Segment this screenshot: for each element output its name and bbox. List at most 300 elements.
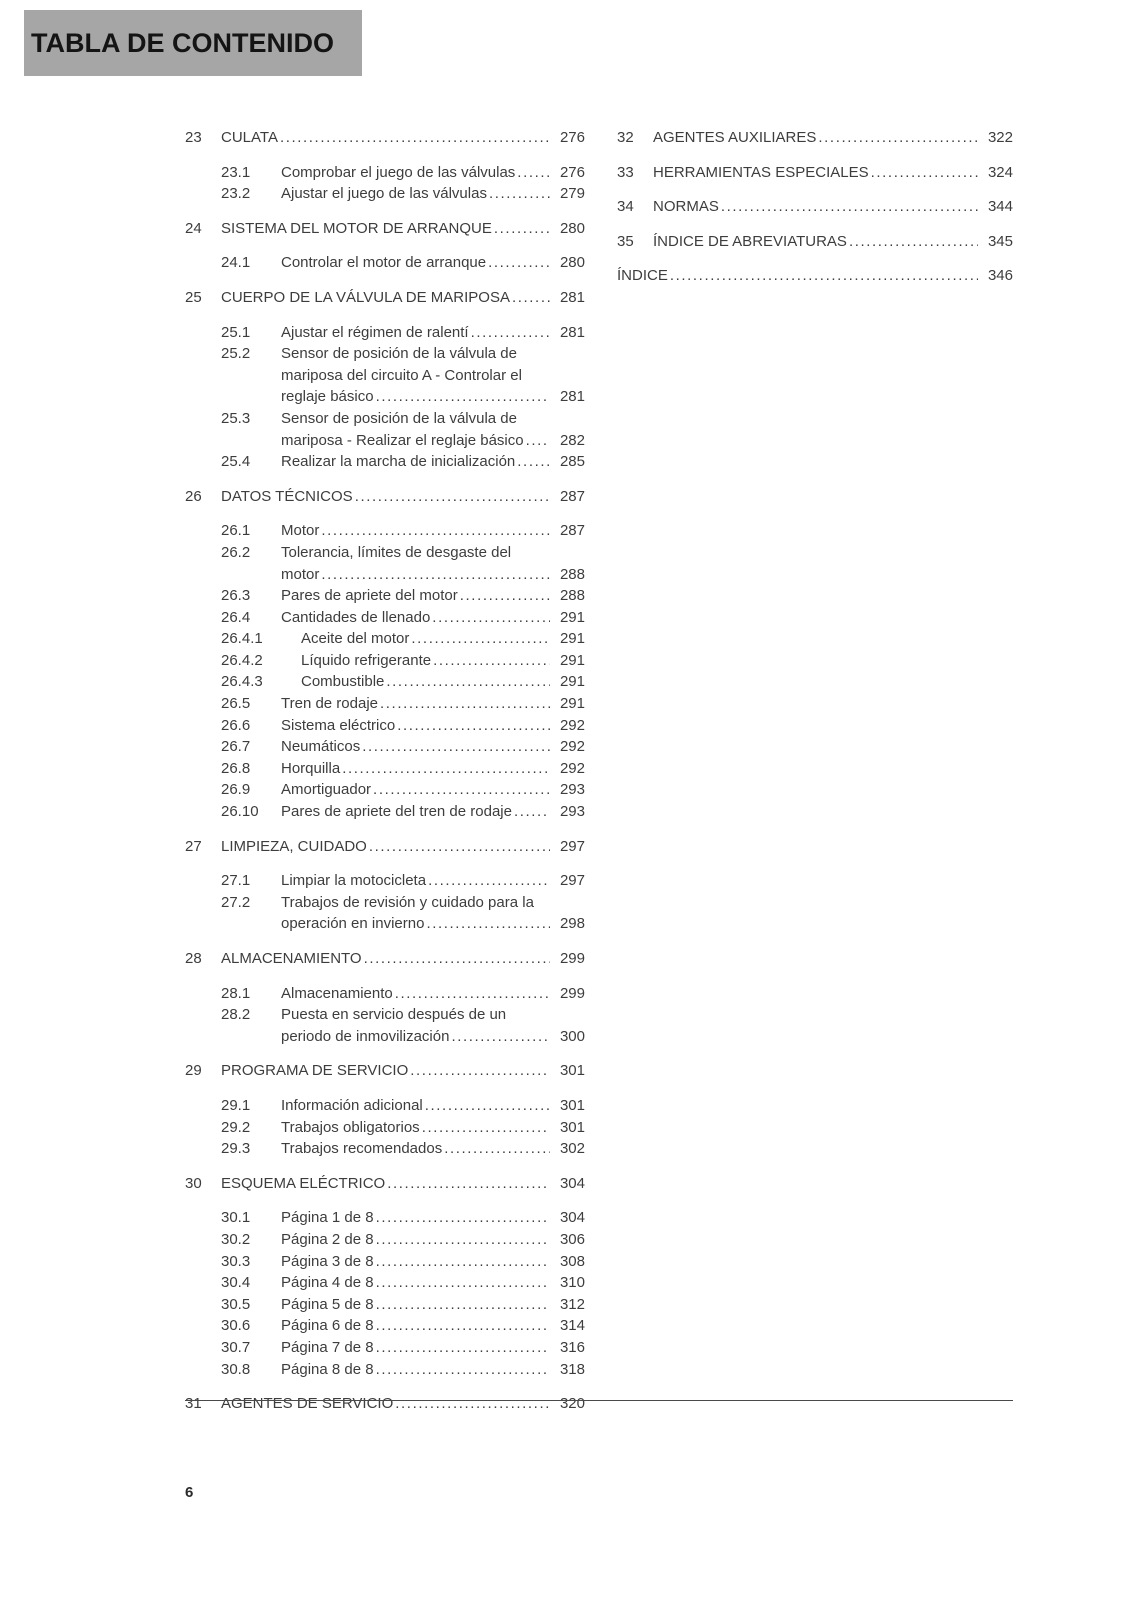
toc-dot-leader: [376, 1315, 550, 1337]
toc-entry-title: AGENTES DE SERVICIO: [221, 1395, 394, 1413]
toc-entry-last-line: [281, 386, 585, 408]
toc-entry-number: 28.1: [221, 984, 251, 1002]
toc-entry-number: 26.4.2: [221, 651, 263, 669]
toc-entry-body: [281, 408, 585, 451]
toc-dot-leader: [489, 183, 550, 205]
toc-entry-number: 25.4: [221, 453, 251, 471]
toc-entry-last-line: [221, 1173, 585, 1195]
toc-dot-leader: [397, 715, 550, 737]
toc-entry-title-line: Tolerancia, límites de desgaste del: [281, 543, 512, 561]
toc-entry-title: Sistema eléctrico: [281, 716, 396, 734]
toc-entry-last-line: [281, 1117, 585, 1139]
toc-entry-body: [281, 1359, 585, 1381]
toc-entry-body: [281, 892, 585, 935]
toc-entry-number: 27.1: [221, 872, 251, 890]
toc-entry-page: 291: [559, 608, 585, 626]
toc-chapter-entry: [185, 287, 585, 309]
toc-entry-title: Página 8 de 8: [281, 1360, 374, 1378]
toc-dot-leader: [517, 162, 550, 184]
toc-entry-last-line: [281, 1026, 585, 1048]
toc-entry-title-line: mariposa del circuito A - Controlar el: [281, 366, 522, 384]
page-number: 6: [185, 1484, 194, 1501]
toc-dot-leader: [422, 1117, 550, 1139]
toc-entry-last-line: [281, 1095, 585, 1117]
toc-dot-leader: [362, 736, 550, 758]
toc-entry-body: [221, 127, 585, 149]
toc-entry-page: 280: [559, 254, 585, 272]
toc-entry-number: 26.4: [221, 608, 251, 626]
toc-entry-body: [281, 542, 585, 585]
toc-sub-entry: [221, 1251, 585, 1273]
toc-entry-number: 26.2: [221, 543, 251, 561]
toc-entry-page: 292: [559, 738, 585, 756]
toc-dot-leader: [376, 1272, 550, 1294]
toc-entry-title: AGENTES AUXILIARES: [653, 129, 817, 146]
toc-entry-body: [221, 287, 585, 309]
toc-entry-page: 288: [559, 587, 585, 605]
toc-sub-entry: [221, 736, 585, 758]
toc-sub-entry: [221, 542, 585, 585]
toc-entry-body: [281, 183, 585, 205]
toc-entry-page: 291: [559, 695, 585, 713]
toc-entry-body: [221, 486, 585, 508]
toc-entry-title: motor: [281, 565, 320, 583]
toc-dot-leader: [512, 287, 550, 309]
toc-entry-page: 276: [559, 163, 585, 181]
toc-entry-last-line: [653, 127, 1013, 149]
toc-dot-leader: [460, 585, 550, 607]
toc-entry-title: Líquido refrigerante: [301, 651, 432, 669]
toc-entry-title: Ajustar el régimen de ralentí: [281, 323, 469, 341]
toc-entry-page: 281: [559, 288, 585, 306]
toc-sub-entry: [221, 1138, 585, 1160]
toc-entry-title-line: Sensor de posición de la válvula de: [281, 345, 517, 363]
toc-entry-body: [221, 1060, 585, 1082]
toc-sub-entry: [221, 1229, 585, 1251]
toc-entry-last-line: [221, 218, 585, 240]
toc-dot-leader: [280, 127, 550, 149]
toc-entry-body: [281, 520, 585, 542]
toc-entry-last-line: [281, 1272, 585, 1294]
toc-entry-title: SISTEMA DEL MOTOR DE ARRANQUE: [221, 219, 492, 237]
toc-entry-number: 26.4.1: [221, 630, 263, 648]
toc-dot-leader: [376, 1229, 550, 1251]
toc-entry-number: 29.3: [221, 1140, 251, 1158]
toc-entry-title: Pares de apriete del tren de rodaje: [281, 803, 512, 821]
toc-sub-entry: [221, 607, 585, 629]
toc-entry-body: [281, 1117, 585, 1139]
toc-entry-title: HERRAMIENTAS ESPECIALES: [653, 163, 869, 181]
toc-entry-title: operación en invierno: [281, 915, 425, 933]
toc-sub-entry: [221, 451, 585, 473]
toc-entry-page: 310: [559, 1274, 585, 1292]
toc-entry-number: 28: [185, 950, 202, 967]
toc-entry-title: Horquilla: [281, 759, 341, 777]
toc-entry-number: 26.4.3: [221, 673, 263, 691]
page-title: TABLA DE CONTENIDO: [31, 27, 334, 58]
toc-entry-title-line: Puesta en servicio después de un: [281, 1006, 507, 1024]
toc-entry-last-line: [281, 564, 585, 586]
toc-dot-leader: [387, 1173, 550, 1195]
toc-entry-number: 26.10: [221, 803, 259, 821]
toc-entry-number: 25.1: [221, 323, 251, 341]
toc-entry-title: Limpiar la motocicleta: [281, 872, 427, 890]
toc-dot-leader: [488, 252, 550, 274]
toc-entry-page: 324: [987, 163, 1013, 181]
toc-entry-last-line: [653, 162, 1013, 184]
toc-entry-number: 23.1: [221, 163, 251, 181]
toc-dot-leader: [428, 870, 550, 892]
toc-entry-title: DATOS TÉCNICOS: [221, 487, 353, 505]
toc-entry-number: 26.7: [221, 738, 251, 756]
toc-sub-entry: [221, 715, 585, 737]
toc-entry-last-line: [281, 162, 585, 184]
toc-dot-leader: [321, 520, 550, 542]
toc-entry-number: 31: [185, 1395, 202, 1413]
toc-entry-last-line: [301, 628, 585, 650]
toc-entry-page: 287: [559, 487, 585, 505]
toc-chapter-entry: [185, 127, 585, 149]
toc-entry-title: Página 5 de 8: [281, 1295, 374, 1313]
toc-entry-number: 30.5: [221, 1295, 251, 1313]
toc-sub-entry: [221, 322, 585, 344]
toc-dot-leader: [376, 1359, 550, 1381]
footer-divider: [185, 1400, 1013, 1401]
toc-entry-number: 34: [617, 198, 634, 216]
toc-entry-last-line: [301, 671, 585, 693]
toc-entry-last-line: [281, 1207, 585, 1229]
toc-entry-page: 285: [559, 453, 585, 471]
toc-sub-entry: [221, 1294, 585, 1316]
toc-entry-page: 304: [559, 1174, 585, 1192]
toc-entry-page: 300: [559, 1027, 585, 1045]
toc-entry-page: 297: [559, 837, 585, 855]
toc-entry-body: [281, 1337, 585, 1359]
toc-entry-page: 288: [559, 565, 585, 583]
toc-sub-entry: [221, 343, 585, 408]
toc-chapter-entry: [185, 218, 585, 240]
toc-entry-body: [221, 1393, 585, 1415]
toc-entry-body: [281, 1095, 585, 1117]
toc-dot-leader: [376, 1207, 550, 1229]
toc-entry-title-line: Sensor de posición de la válvula de: [281, 409, 517, 427]
toc-entry-title: Controlar el motor de arranque: [281, 254, 487, 272]
toc-entry-page: 299: [559, 950, 585, 967]
toc-sub-entry: [221, 1095, 585, 1117]
toc-entry-title: ÍNDICE DE ABREVIATURAS: [653, 232, 847, 250]
toc-entry-last-line: [221, 1393, 585, 1415]
toc-entry-last-line: [653, 231, 1013, 253]
toc-entry-title: Página 2 de 8: [281, 1230, 374, 1248]
toc-chapter-entry: [617, 196, 1013, 218]
toc-entry-number: 29.2: [221, 1118, 251, 1136]
toc-entry-page: 320: [559, 1395, 585, 1413]
toc-entry-body: [301, 671, 585, 693]
toc-entry-title: Pares de apriete del motor: [281, 587, 458, 605]
toc-dot-leader: [432, 607, 550, 629]
toc-dot-leader: [410, 1060, 550, 1082]
toc-entry-last-line: [221, 836, 585, 858]
toc-dot-leader: [342, 758, 550, 780]
toc-entry-page: 281: [559, 388, 585, 406]
toc-entry-title: Amortiguador: [281, 781, 372, 799]
toc-entry-title: NORMAS: [653, 198, 719, 216]
toc-entry-page: 280: [559, 219, 585, 237]
toc-entry-body: [301, 650, 585, 672]
toc-entry-number: 30.8: [221, 1360, 251, 1378]
toc-dot-leader: [369, 836, 550, 858]
toc-entry-last-line: [281, 1337, 585, 1359]
toc-chapter-entry: [617, 127, 1013, 149]
toc-entry-number: 30.1: [221, 1209, 251, 1227]
toc-entry-title: Información adicional: [281, 1096, 423, 1114]
toc-entry-number: 25.3: [221, 409, 251, 427]
toc-entry-number: 23.2: [221, 185, 251, 203]
toc-entry-number: 26.6: [221, 716, 251, 734]
toc-entry-body: [281, 693, 585, 715]
toc-entry-number: 30.7: [221, 1338, 251, 1356]
toc-entry-last-line: [281, 758, 585, 780]
toc-entry-title: Página 7 de 8: [281, 1338, 374, 1356]
toc-sub-entry: [221, 779, 585, 801]
toc-entry-body: [653, 196, 1013, 218]
toc-entry-page: 314: [559, 1317, 585, 1335]
toc-entry-page: 291: [559, 673, 585, 691]
toc-entry-body: [653, 231, 1013, 253]
toc-dot-leader: [376, 386, 550, 408]
toc-entry-page: 297: [559, 872, 585, 890]
toc-chapter-entry: [617, 162, 1013, 184]
toc-entry-title-line: Trabajos de revisión y cuidado para la: [281, 893, 534, 911]
toc-entry-number: 25.2: [221, 345, 251, 363]
toc-chapter-entry: [617, 231, 1013, 253]
toc-entry-number: 29.1: [221, 1096, 251, 1114]
toc-dot-leader: [451, 1026, 550, 1048]
toc-dot-leader: [373, 779, 550, 801]
toc-entry-page: 291: [559, 651, 585, 669]
toc-entry-last-line: [221, 486, 585, 508]
toc-dot-leader: [471, 322, 550, 344]
toc-entry-body: [281, 343, 585, 408]
toc-entry-body: [221, 1173, 585, 1195]
toc-dot-leader: [364, 948, 550, 970]
toc-column-right: [617, 114, 1013, 1428]
toc-entry-number: 30.6: [221, 1317, 251, 1335]
toc-entry-title: Tren de rodaje: [281, 695, 379, 713]
toc-sub-entry: [221, 408, 585, 451]
toc-entry-page: 301: [559, 1118, 585, 1136]
toc-entry-number: 26.3: [221, 587, 251, 605]
toc-entry-page: 301: [559, 1062, 585, 1080]
toc-dot-leader: [514, 801, 550, 823]
toc-entry-title: Página 1 de 8: [281, 1209, 374, 1227]
toc-entry-title: mariposa - Realizar el reglaje básico: [281, 431, 524, 449]
toc-entry-page: 346: [987, 267, 1013, 285]
toc-entry-title: Combustible: [301, 673, 385, 691]
toc-entry-body: [301, 628, 585, 650]
toc-chapter-entry: [185, 948, 585, 970]
toc-entry-last-line: [281, 252, 585, 274]
toc-entry-last-line: [221, 287, 585, 309]
toc-entry-number: 27.2: [221, 893, 251, 911]
toc-entry-title: Motor: [281, 522, 320, 540]
toc-entry-last-line: [281, 520, 585, 542]
toc-chapter-entry: [185, 1173, 585, 1195]
toc-entry-title: LIMPIEZA, CUIDADO: [221, 837, 367, 855]
toc-entry-last-line: [281, 430, 585, 452]
toc-entry-last-line: [281, 693, 585, 715]
toc-entry-page: 304: [559, 1209, 585, 1227]
toc-dot-leader: [355, 486, 550, 508]
toc-entry-last-line: [281, 183, 585, 205]
toc-sub-entry: [221, 520, 585, 542]
toc-entry-body: [653, 162, 1013, 184]
toc-entry-last-line: [281, 983, 585, 1005]
toc-sub-entry: [221, 252, 585, 274]
toc-entry-number: 26.8: [221, 759, 251, 777]
toc-entry-title: ALMACENAMIENTO: [221, 950, 362, 967]
toc-dot-leader: [376, 1337, 550, 1359]
toc-entry-last-line: [281, 1359, 585, 1381]
toc-entry-title: Página 4 de 8: [281, 1274, 374, 1292]
toc-dot-leader: [380, 693, 550, 715]
toc-sub-entry: [221, 758, 585, 780]
toc-entry-page: 312: [559, 1295, 585, 1313]
toc-dot-leader: [376, 1251, 550, 1273]
toc-entry-number: 26.5: [221, 695, 251, 713]
toc-dot-leader: [818, 127, 978, 149]
toc-entry-page: 345: [987, 232, 1013, 250]
toc-entry-page: 344: [987, 198, 1013, 216]
toc-entry-page: 301: [559, 1096, 585, 1114]
toc-entry-title: ESQUEMA ELÉCTRICO: [221, 1174, 386, 1192]
toc-dot-leader: [444, 1138, 550, 1160]
toc-entry-body: [281, 1272, 585, 1294]
toc-entry-number: 29: [185, 1062, 202, 1080]
toc-entry-title: Página 6 de 8: [281, 1317, 374, 1335]
toc-chapter-entry: [185, 486, 585, 508]
toc-entry-body: [281, 607, 585, 629]
toc-dot-leader: [395, 983, 550, 1005]
toc-entry-page: 293: [559, 803, 585, 821]
toc-entry-number: 30.4: [221, 1274, 251, 1292]
toc-entry-body: [281, 801, 585, 823]
toc-entry-body: [281, 451, 585, 473]
toc-entry-last-line: [281, 736, 585, 758]
toc-entry-page: 316: [559, 1338, 585, 1356]
toc-entry-last-line: [281, 1251, 585, 1273]
toc-sub-entry: [221, 671, 585, 693]
page-header: [24, 10, 362, 76]
toc-sub-entry: [221, 693, 585, 715]
toc-entry-number: 26.1: [221, 522, 251, 540]
toc-entry-last-line: [221, 948, 585, 970]
toc-sub-entry: [221, 983, 585, 1005]
toc-entry-last-line: [281, 322, 585, 344]
toc-entry-body: [221, 948, 585, 970]
toc-sub-entry: [221, 1272, 585, 1294]
toc-entry-page: 281: [559, 323, 585, 341]
toc-entry-page: 322: [987, 129, 1013, 146]
toc-entry-title: Realizar la marcha de inicialización: [281, 453, 516, 471]
toc-entry-page: 302: [559, 1140, 585, 1158]
toc-dot-leader: [433, 650, 550, 672]
toc-sub-entry: [221, 1117, 585, 1139]
toc-entry-body: [617, 265, 1013, 287]
toc-entry-body: [281, 715, 585, 737]
toc-dot-leader: [411, 628, 550, 650]
toc-entry-body: [281, 1004, 585, 1047]
toc-entry-page: 298: [559, 915, 585, 933]
toc-entry-page: 293: [559, 781, 585, 799]
toc-sub-entry: [221, 801, 585, 823]
toc-entry-body: [281, 983, 585, 1005]
toc-entry-last-line: [653, 196, 1013, 218]
toc-dot-leader: [426, 913, 550, 935]
toc-entry-last-line: [281, 913, 585, 935]
toc-entry-title: Cantidades de llenado: [281, 608, 431, 626]
toc-entry-last-line: [281, 1294, 585, 1316]
toc-sub-entry: [221, 892, 585, 935]
toc-entry-title: reglaje básico: [281, 388, 374, 406]
toc-dot-leader: [494, 218, 550, 240]
toc-entry-page: 282: [559, 431, 585, 449]
toc-entry-title: Comprobar el juego de las válvulas: [281, 163, 516, 181]
toc-entry-number: 35: [617, 232, 634, 250]
toc-entry-page: 299: [559, 984, 585, 1002]
toc-entry-last-line: [281, 585, 585, 607]
toc-entry-body: [281, 252, 585, 274]
toc-entry-last-line: [221, 127, 585, 149]
toc-sub-entry: [221, 183, 585, 205]
toc-entry-number: 26.9: [221, 781, 251, 799]
toc-dot-leader: [670, 265, 978, 287]
toc-entry-last-line: [617, 265, 1013, 287]
toc-sub-entry: [221, 585, 585, 607]
toc-entry-page: 308: [559, 1252, 585, 1270]
toc-entry-page: 292: [559, 759, 585, 777]
toc-dot-leader: [425, 1095, 550, 1117]
toc-entry-page: 292: [559, 716, 585, 734]
toc-entry-body: [281, 585, 585, 607]
toc-chapter-entry: [185, 836, 585, 858]
toc-entry-last-line: [301, 650, 585, 672]
toc-entry-number: 33: [617, 163, 634, 181]
toc-entry-last-line: [281, 1229, 585, 1251]
toc-entry-last-line: [281, 607, 585, 629]
table-of-contents: [185, 114, 1013, 1428]
toc-entry-number: 25: [185, 288, 202, 306]
toc-entry-number: 23: [185, 129, 202, 146]
toc-sub-entry: [221, 1207, 585, 1229]
toc-dot-leader: [721, 196, 978, 218]
toc-sub-entry: [221, 1337, 585, 1359]
toc-dot-leader: [517, 451, 550, 473]
toc-sub-entry: [221, 628, 585, 650]
toc-entry-body: [281, 1138, 585, 1160]
toc-entry-number: 30.3: [221, 1252, 251, 1270]
toc-entry-number: 28.2: [221, 1006, 251, 1024]
toc-entry-body: [281, 870, 585, 892]
toc-entry-last-line: [281, 801, 585, 823]
toc-sub-entry: [221, 162, 585, 184]
toc-entry-title: Ajustar el juego de las válvulas: [281, 185, 487, 203]
toc-sub-entry: [221, 650, 585, 672]
toc-entry-number: 32: [617, 129, 634, 146]
toc-entry-number: 30.2: [221, 1230, 251, 1248]
toc-entry-title: CUERPO DE LA VÁLVULA DE MARIPOSA: [221, 288, 510, 306]
toc-column-left: [185, 114, 585, 1428]
